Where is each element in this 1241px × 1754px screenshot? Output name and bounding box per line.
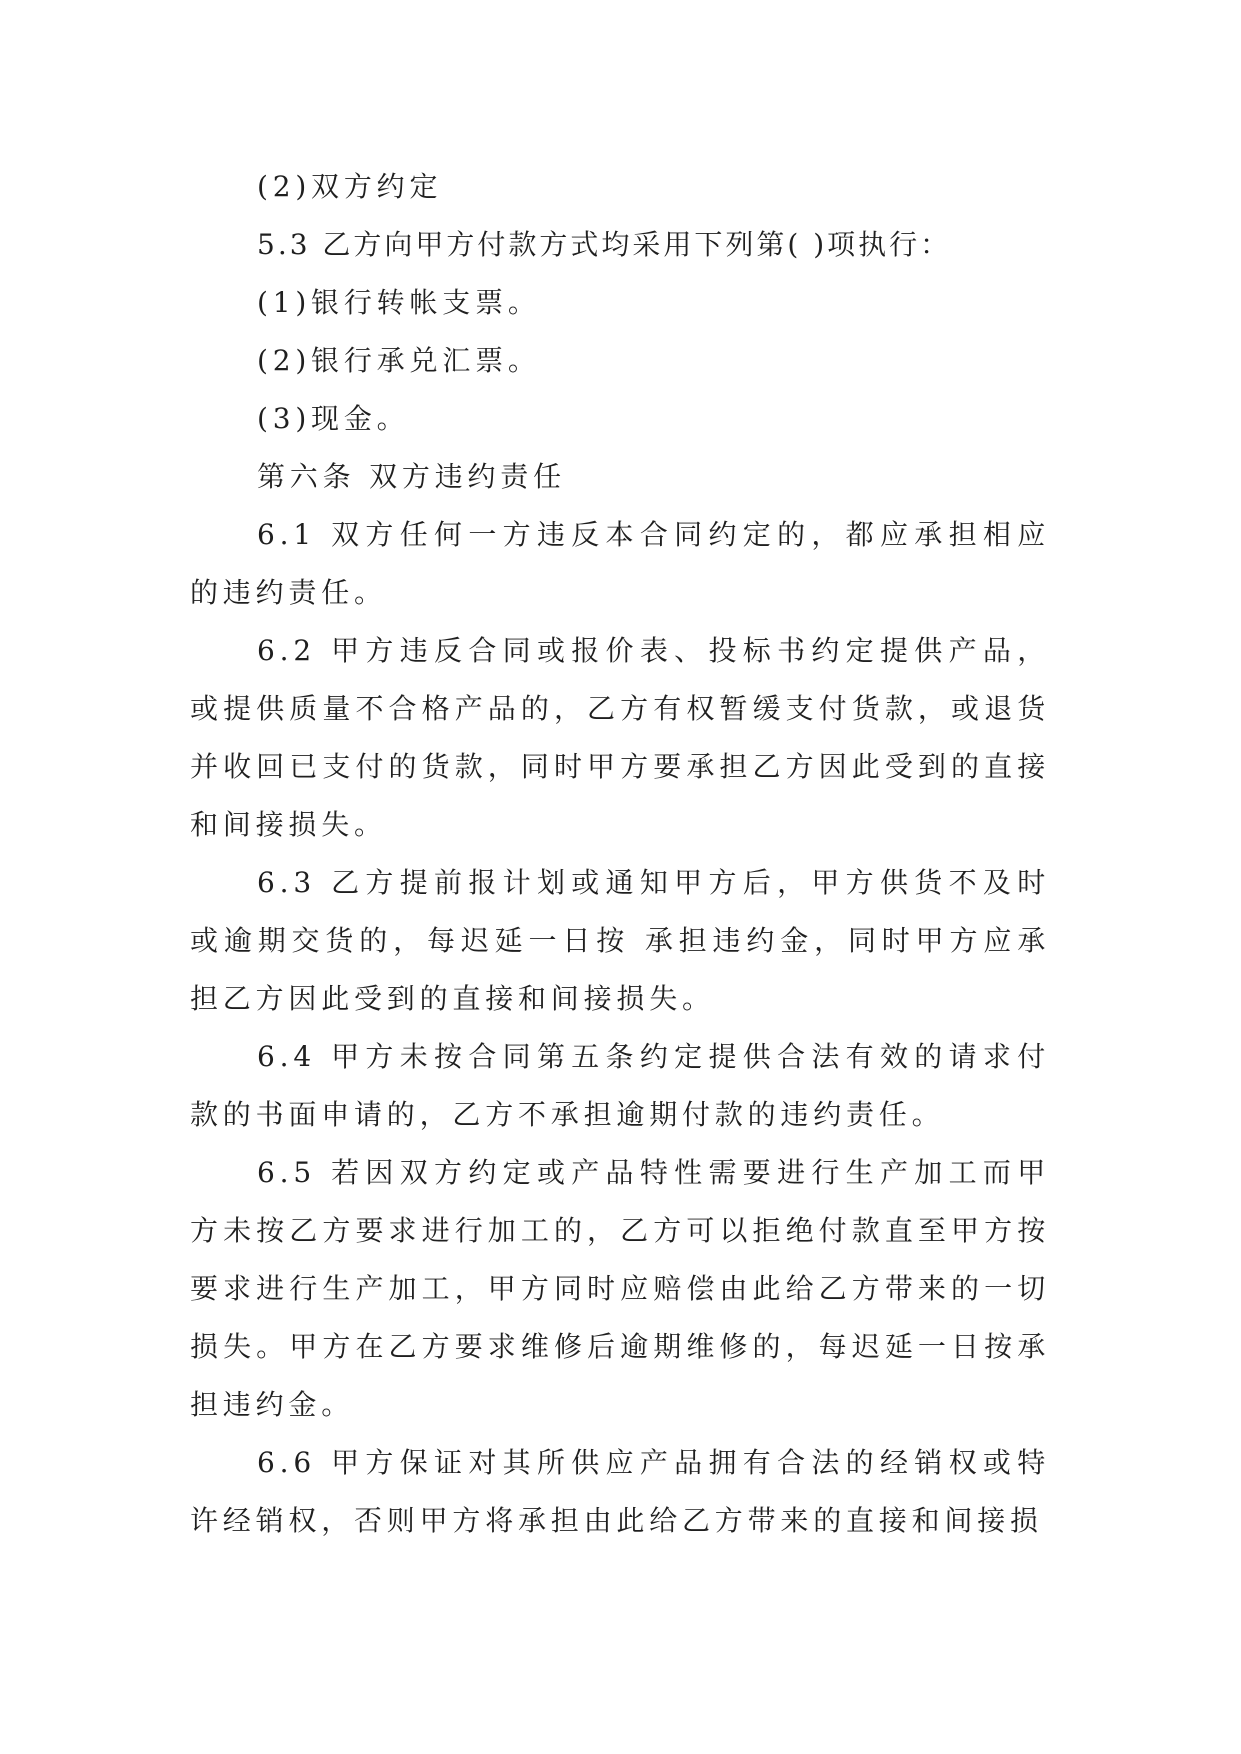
payment-option-3: (3)现金。 bbox=[257, 402, 410, 435]
payment-option-1: (1)银行转帐支票。 bbox=[257, 286, 541, 319]
clause-6-2: 6.2 甲方违反合同或报价表、投标书约定提供产品，或提供质量不合格产品的，乙方有权暂缓支付货款，或退货并收回已支付的货款，同时甲方要承担乙方因此受到的直接和间接损失。 bbox=[190, 634, 1050, 841]
payment-option-2: (2)银行承兑汇票。 bbox=[257, 344, 541, 377]
clause-5-2-option-2: (2)双方约定 bbox=[257, 170, 443, 203]
clause-6-4: 6.4 甲方未按合同第五条约定提供合法有效的请求付款的书面申请的，乙方不承担逾期付款的违约责任。 bbox=[190, 1040, 1050, 1131]
clause-6-3: 6.3 乙方提前报计划或通知甲方后，甲方供货不及时或逾期交货的，每迟延一日按 承担违约金，同时甲方应承担乙方因此受到的直接和间接损失。 bbox=[190, 866, 1050, 1015]
article-6-heading: 第六条 双方违约责任 bbox=[257, 460, 566, 493]
clause-6-5: 6.5 若因双方约定或产品特性需要进行生产加工而甲方未按乙方要求进行加工的，乙方可以拒绝付款直至甲方按要求进行生产加工，甲方同时应赔偿由此给乙方带来的一切损失。甲方在乙方要求维修后逾期维修的，每迟延一日按承担违约金。 bbox=[190, 1156, 1050, 1421]
document-body bbox=[190, 158, 1050, 1550]
clause-5-3: 5.3 乙方向甲方付款方式均采用下列第( )项执行： bbox=[257, 228, 952, 261]
clause-6-6: 6.6 甲方保证对其所供应产品拥有合法的经销权或特许经销权，否则甲方将承担由此给乙方带来的直接和间接损 bbox=[190, 1446, 1050, 1537]
clause-6-1: 6.1 双方任何一方违反本合同约定的，都应承担相应的违约责任。 bbox=[190, 518, 1050, 609]
